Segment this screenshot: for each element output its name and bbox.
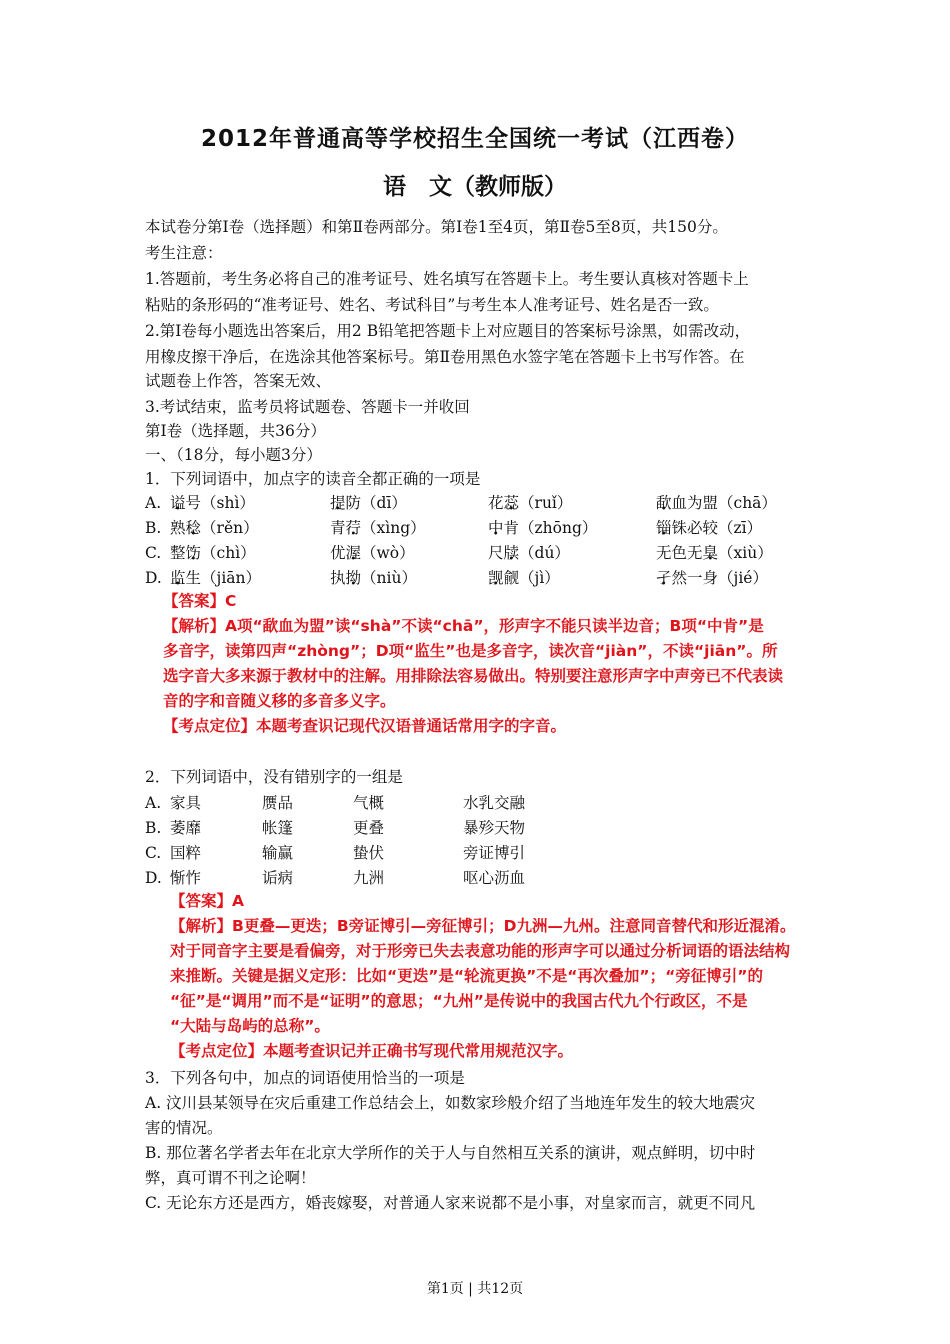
word-text: 优 — [330, 544, 346, 562]
word-text: 铢必较（zī） — [671, 519, 763, 537]
q3-stem: 3．下列各句中，加点的词语使用恰当的一项是 — [145, 1069, 465, 1087]
option-word: 旁证博引 — [463, 844, 526, 862]
option-word: 输赢 — [262, 844, 294, 862]
q2-analysis: “大陆与岛屿的总称”。 — [170, 1017, 330, 1035]
dotted-character: 稔 — [185, 519, 202, 537]
intro-line: 试题卷上作答，答案无效、 — [145, 372, 332, 390]
q1-analysis: 音的字和音随义移的多音多义字。 — [163, 692, 396, 710]
option-word — [656, 542, 773, 564]
q2-analysis: “征”是“调用”而不是“证明”的意思；“九州”是传说中的我国古代九个行政区，不是 — [170, 992, 748, 1010]
option-word — [656, 567, 768, 589]
option-word — [170, 542, 256, 564]
option-label: D. — [145, 869, 162, 887]
option-word — [330, 517, 426, 539]
dotted-character: 锱 — [656, 519, 672, 537]
option-word: 蛰伏 — [353, 844, 385, 862]
option-label: A. — [145, 494, 162, 512]
dotted-character: 谥 — [170, 494, 186, 512]
q1-analysis: 选字音大多来源于教材中的注解。用排除法容易做出。特别要注意形声字中声旁已不代表读 — [163, 667, 784, 685]
option-word: 国粹 — [170, 844, 202, 862]
exam-title: 2012年普通高等学校招生全国统一考试（江西卷） — [200, 126, 749, 152]
word-text: 花 — [488, 494, 504, 512]
option-word — [170, 492, 255, 514]
option-word: 呕心沥血 — [463, 869, 526, 887]
q1-answer: 【答案】C — [163, 592, 237, 610]
option-word — [170, 567, 261, 589]
q2-stem: 2．下列词语中，没有错别字的一组是 — [145, 768, 403, 786]
option-word — [330, 567, 417, 589]
option-word — [330, 542, 415, 564]
q2-point: 【考点定位】本题考查识记并正确书写现代常用规范汉字。 — [170, 1042, 574, 1060]
option-word — [330, 492, 407, 514]
dotted-character: 牍 — [503, 544, 520, 562]
dotted-character: 荇 — [345, 519, 362, 537]
option-word — [488, 542, 570, 564]
option-word — [656, 492, 777, 514]
q1-stem: 1．下列词语中，加点字的读音全都正确的一项是 — [145, 470, 481, 488]
option-word: 暴殄天物 — [463, 819, 526, 837]
option-word: 赝品 — [262, 794, 294, 812]
word-text: （xiù） — [718, 544, 773, 562]
q3-option-c: C. 无论东方还是西方，婚丧嫁娶，对普通人家来说都不是小事，对皇家而言，就更不同凡 — [145, 1194, 756, 1212]
dotted-character: 孑 — [656, 569, 672, 587]
option-label: C. — [145, 844, 162, 862]
intro-line: 粘贴的条形码的“准考证号、姓名、考试科目”与考生本人准考证号、姓名是否一致。 — [145, 296, 719, 314]
q2-analysis: 来推断。关键是据义定形：比如“更迭”是“轮流更换”不是“再次叠加”；“旁征博引”的 — [170, 967, 763, 985]
dotted-character: 觊 — [488, 569, 504, 587]
option-word — [656, 517, 762, 539]
dotted-character: 臭 — [702, 544, 719, 562]
option-label: B. — [145, 819, 162, 837]
option-word: 萎靡 — [170, 819, 202, 837]
option-label: D. — [145, 569, 162, 587]
word-text: 觎（jì） — [503, 569, 560, 587]
option-word — [488, 567, 560, 589]
intro-line: 用橡皮擦干净后，在选涂其他答案标号。第Ⅱ卷用黑色水签字笔在答题卡上书写作答。在 — [145, 348, 745, 366]
q2-answer: 【答案】A — [170, 892, 244, 910]
section-heading: 一、（18分，每小题3分） — [145, 446, 322, 464]
word-text: 熟 — [170, 519, 186, 537]
option-word: 诟病 — [262, 869, 294, 887]
word-text: 青 — [330, 519, 346, 537]
dotted-character: 蕊 — [503, 494, 520, 512]
intro-line: 本试卷分第Ⅰ卷（选择题）和第Ⅱ卷两部分。第Ⅰ卷1至4页，第Ⅱ卷5至8页，共150分。 — [145, 218, 728, 236]
dotted-character: 提 — [330, 494, 346, 512]
dotted-character: 饬 — [185, 544, 202, 562]
dotted-character: 拗 — [345, 569, 362, 587]
option-word: 惭怍 — [170, 869, 202, 887]
word-text: 整 — [170, 544, 186, 562]
q1-analysis: 多音字，读第四声“zhòng”；D项“监生”也是多音字，读次音“jiàn”，不读“jiān”。所 — [163, 642, 778, 660]
intro-line: 考生注意： — [145, 244, 223, 262]
q1-point: 【考点定位】本题考查识记现代汉语普通话常用字的字音。 — [163, 717, 567, 735]
word-text: 生（jiān） — [185, 569, 262, 587]
dotted-character: 中 — [488, 519, 504, 537]
intro-line: 1.答题前，考生务必将自己的准考证号、姓名填写在答题卡上。考生要认真核对答题卡上 — [145, 270, 749, 288]
word-text: （dú） — [519, 544, 570, 562]
word-text: 然一身（jié） — [671, 569, 768, 587]
q2-analysis: 对于同音字主要是看偏旁，对于形旁已失去表意功能的形声字可以通过分析词语的语法结构 — [170, 942, 791, 960]
word-text: （ruǐ） — [519, 494, 573, 512]
option-word: 九洲 — [353, 869, 385, 887]
option-label: B. — [145, 519, 162, 537]
q2-analysis: 【解析】B更叠—更迭；B旁证博引—旁征博引；D九洲—九州。注意同音替代和形近混淆。 — [170, 917, 796, 935]
option-word: 更叠 — [353, 819, 385, 837]
option-word — [488, 492, 572, 514]
word-text: 执 — [330, 569, 346, 587]
q3-option-a: A. 汶川县某领导在灾后重建工作总结会上，如数家珍般介绍了当地连年发生的较大地震灾 — [145, 1094, 756, 1112]
exam-subtitle: 语 文（教师版） — [383, 174, 567, 200]
intro-line: 2.第Ⅰ卷每小题选出答案后，用2 B铅笔把答题卡上对应题目的答案标号涂黑，如需改动， — [145, 322, 751, 340]
word-text: 号（shì） — [185, 494, 255, 512]
word-text: （wò） — [361, 544, 415, 562]
q3-option-a: 害的情况。 — [145, 1119, 223, 1137]
q1-analysis: 【解析】A项“歃血为盟”读“shà”不读“chā”，形声字不能只读半边音；B项“中肯”是 — [163, 617, 764, 635]
option-word: 帐篷 — [262, 819, 294, 837]
option-word — [488, 517, 597, 539]
page-footer: 第1页 | 共12页 — [426, 1281, 524, 1297]
word-text: （niù） — [361, 569, 417, 587]
word-text: 尺 — [488, 544, 504, 562]
option-label: C. — [145, 544, 162, 562]
word-text: （chì） — [201, 544, 256, 562]
dotted-character: 渥 — [345, 544, 362, 562]
section-heading: 第Ⅰ卷（选择题，共36分） — [145, 422, 326, 440]
word-text: （xìng） — [361, 519, 426, 537]
word-text: （rěn） — [201, 519, 259, 537]
option-word: 水乳交融 — [463, 794, 526, 812]
q3-option-b: B. 那位著名学者去年在北京大学所作的关于人与自然相互关系的演讲，观点鲜明，切中时 — [145, 1144, 756, 1162]
word-text: 无色无 — [656, 544, 703, 562]
q3-option-b: 弊，真可谓不刊之论啊！ — [145, 1169, 316, 1187]
option-word: 气概 — [353, 794, 385, 812]
option-label: A. — [145, 794, 162, 812]
option-word — [170, 517, 259, 539]
word-text: 血为盟（chā） — [671, 494, 777, 512]
intro-line: 3.考试结束，监考员将试题卷、答题卡一并收回 — [145, 398, 470, 416]
word-text: 防（dī） — [345, 494, 407, 512]
option-word: 家具 — [170, 794, 202, 812]
dotted-character: 歃 — [656, 494, 672, 512]
dotted-character: 监 — [170, 569, 186, 587]
word-text: 肯（zhōng） — [503, 519, 598, 537]
